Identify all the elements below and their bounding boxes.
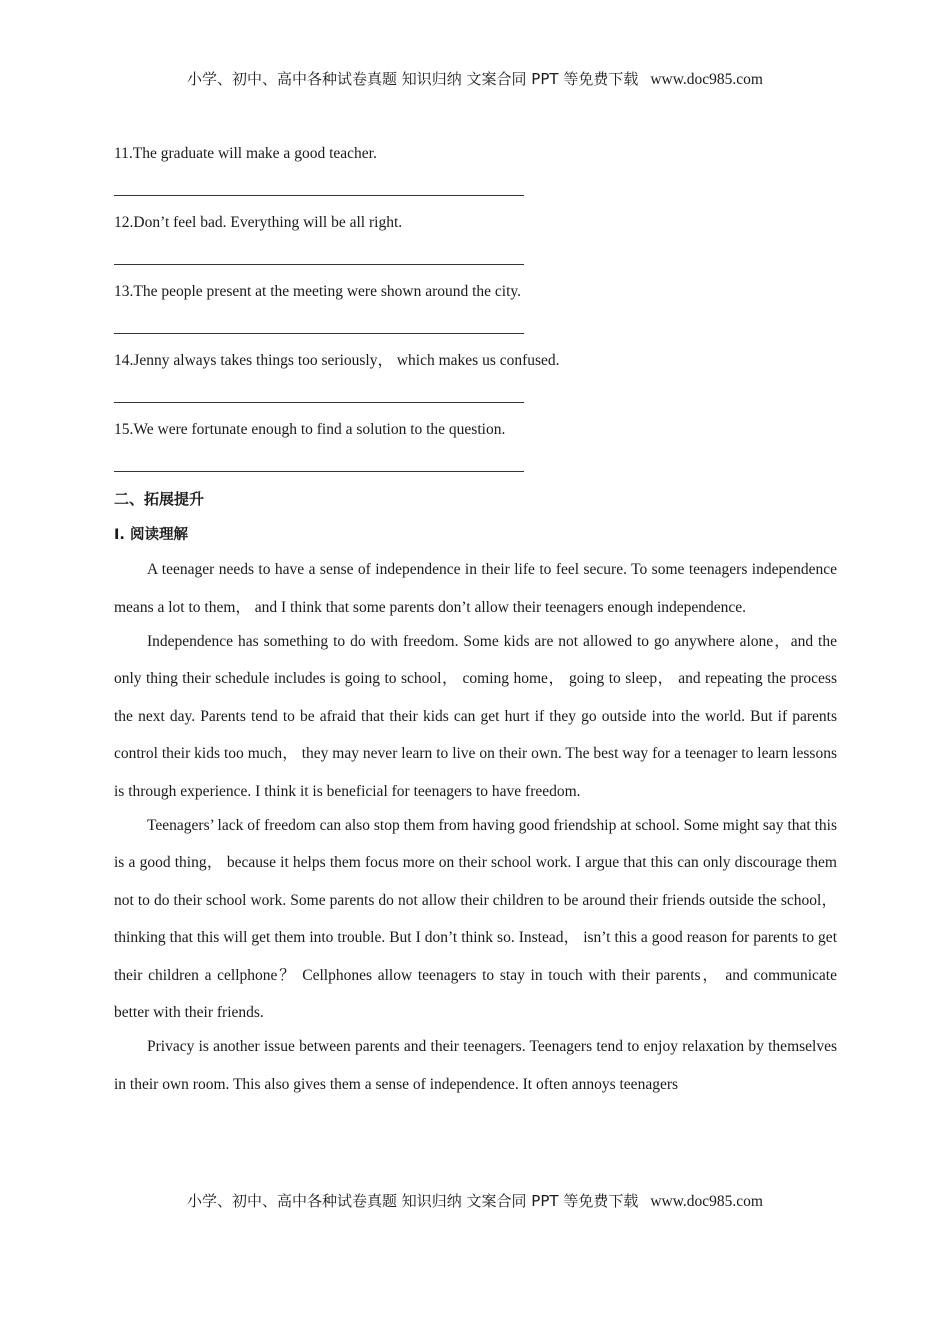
question-item	[114, 280, 837, 349]
footer-banner	[0, 1190, 950, 1211]
question-item	[114, 142, 837, 211]
section-subtitle: I. 阅读理解	[114, 527, 188, 543]
passage-paragraph: A teenager needs to have a sense of independence in their life to feel secure. To some teenagers independence means a lot to them， and I think that some parents don’t allow their teenagers enough independence.	[114, 561, 837, 616]
question-item	[114, 418, 837, 487]
answer-line[interactable]	[114, 195, 524, 196]
worksheet-content	[114, 142, 837, 1093]
passage-paragraph: Independence has something to do with freedom. Some kids are not allowed to go anywhere alone，and the only thing their schedule includes is going to school， coming home， going to sleep， and repeating the process the next day. Parents tend to be afraid that their kids can get hurt if they go outside into the world. But if parents control their kids too much， they may never learn to live on their own. The best way for a teenager to learn lessons is through experience. I think it is beneficial for teenagers to have freedom.	[114, 632, 837, 800]
question-text: 11.The graduate will make a good teacher.	[114, 145, 377, 162]
reading-passage	[114, 551, 837, 1100]
header-banner-url[interactable]: www.doc985.com	[650, 71, 763, 88]
footer-banner-text: 小学、初中、高中各种试卷真题 知识归纳 文案合同 PPT 等免费下载	[187, 1192, 639, 1210]
footer-banner-url[interactable]: www.doc985.com	[650, 1193, 763, 1210]
answer-line[interactable]	[114, 402, 524, 403]
header-banner-text: 小学、初中、高中各种试卷真题 知识归纳 文案合同 PPT 等免费下载	[187, 70, 639, 88]
question-text: 14.Jenny always takes things too seriously， which makes us confused.	[114, 352, 560, 369]
question-text: 12.Don’t feel bad. Everything will be all right.	[114, 214, 403, 231]
translation-question-list	[114, 142, 837, 487]
passage-paragraph: Privacy is another issue between parents and their teenagers. Teenagers tend to enjoy relaxation by themselves in their own room. This also gives them a sense of independence. It often annoys teenagers	[114, 1038, 837, 1093]
question-item	[114, 349, 837, 418]
question-text: 15.We were fortunate enough to find a solution to the question.	[114, 421, 506, 438]
answer-line[interactable]	[114, 471, 524, 472]
question-item	[114, 211, 837, 280]
answer-line[interactable]	[114, 264, 524, 265]
question-text: 13.The people present at the meeting were shown around the city.	[114, 283, 522, 300]
section-title: 二、拓展提升	[114, 490, 205, 508]
answer-line[interactable]	[114, 333, 524, 334]
passage-paragraph: Teenagers’ lack of freedom can also stop them from having good friendship at school. Some might say that this is a good thing， because it helps them focus more on their school work. I argue that this can only discourage them not to do their school work. Some parents do not allow their children to be around their friends outside the school， thinking that this will get them into trouble. But I don’t think so. Instead， isn’t this a good reason for parents to get their children a cellphone？ Cellphones allow teenagers to stay in touch with their parents， and communicate better with their friends.	[114, 816, 837, 1021]
header-banner	[0, 68, 950, 89]
